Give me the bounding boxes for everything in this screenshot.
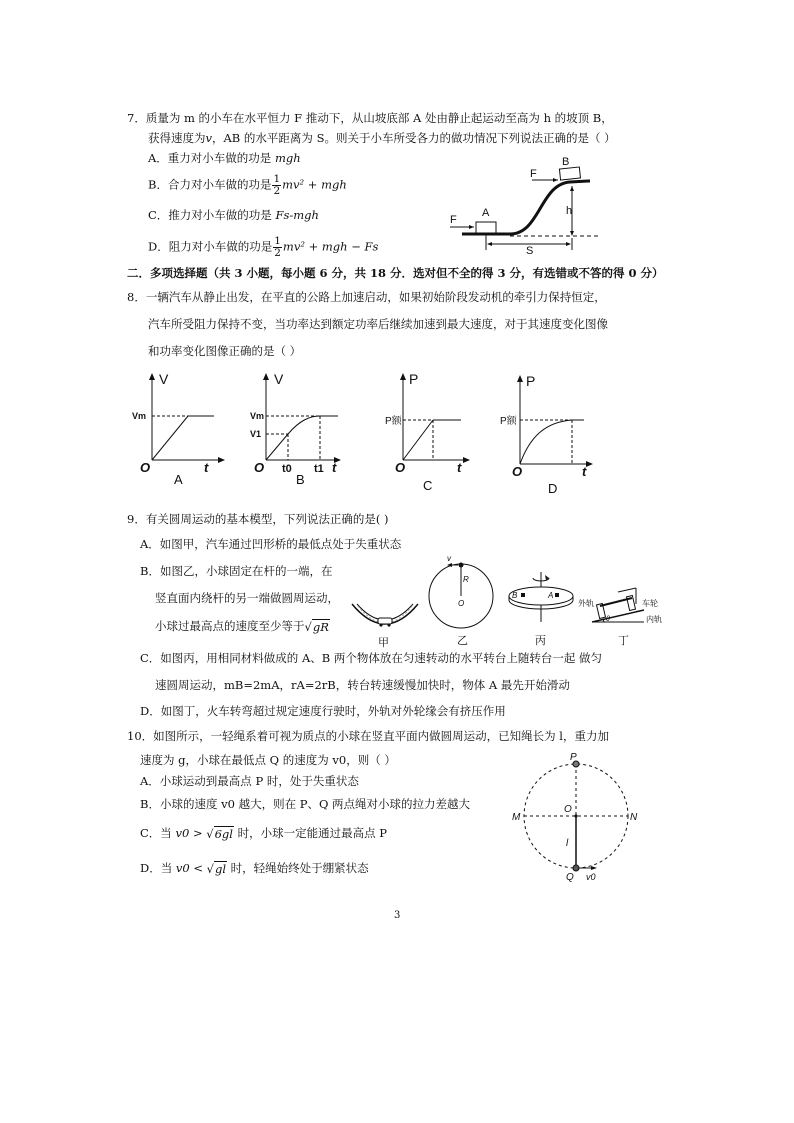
figure-caption: 甲: [378, 637, 389, 649]
q7-option-b: B．合力对小车做的功是 $\frac{1}{2}$ mv² + mgh: [148, 173, 347, 197]
height-label: h: [566, 205, 573, 217]
sqrt-expression: √gR: [304, 620, 329, 634]
q7-option-c: C．推力对小车做的功是 Fs-mgh: [148, 208, 319, 222]
center-point: [574, 814, 577, 817]
q9-figure-bing: [505, 568, 577, 648]
q10-circle-figure: [508, 752, 648, 886]
graph-caption: C: [423, 478, 433, 493]
graph-caption: A: [174, 472, 183, 487]
q9-option-d: D．如图丁，火车转弯超过规定速度行驶时，外轨对外轮缘会有挤压作用: [140, 704, 506, 718]
wheel-label: 车轮: [642, 599, 658, 608]
figure-caption: 乙: [457, 635, 468, 647]
q9-option-b-line1: B．如图乙，小球固定在杆的一端，在: [140, 564, 333, 578]
cart-at-b: [559, 167, 580, 180]
q7-stem-line1: 7．质量为 m 的小车在水平恒力 F 推动下，从山坡底部 A 处由静止起运动至高为 h 的坡顶 B，: [127, 111, 613, 125]
ball-icon: [459, 563, 464, 568]
label-p: P: [570, 752, 577, 763]
q7-option-a: A．重力对小车做的功是 mgh: [148, 151, 301, 165]
label-q: Q: [566, 872, 574, 883]
t0-label: t0: [282, 463, 292, 475]
figure-caption: 丁: [618, 635, 629, 647]
cart-at-a: [476, 222, 496, 233]
q10-stem-line2: 速度为 g，小球在最低点 Q 的速度为 v0，则（ ）: [140, 753, 396, 767]
level-label-2: V1: [250, 429, 262, 439]
q8-stem-line3: 和功率变化图像正确的是（ ）: [148, 344, 302, 358]
axis-label-y: P: [526, 373, 536, 389]
q9-figure-ding: [578, 584, 668, 648]
sqrt-expression: √6gl: [206, 827, 233, 841]
q9-option-b-line3: 小球过最高点的速度至少等于√gR: [155, 619, 329, 634]
axis-label-x: t: [457, 460, 462, 475]
q9-option-c-line1: C．如图丙，用相同材料做成的 A、B 两个物体放在匀速转动的水平转台上随转台一起 做匀: [140, 651, 603, 665]
q10-option-d: D．当 v0 < √gl 时，轻绳始终处于绷紧状态: [140, 861, 369, 876]
q8-graph-b: [252, 368, 352, 488]
ball-bottom-icon: [573, 865, 579, 871]
label-l: l: [566, 838, 569, 849]
q7-option-d: D．阻力对小车做的功是 $\frac{1}{2}$ mv² + mgh − Fs: [148, 235, 379, 259]
radius-label: R: [463, 575, 469, 584]
axis-label-x: t: [582, 464, 587, 479]
q8-graph-c: [385, 368, 475, 493]
t1-label: t1: [314, 463, 324, 475]
origin-label: O: [395, 460, 406, 475]
car-icon: [378, 618, 392, 624]
center-label: O: [458, 599, 465, 608]
label-o: O: [564, 804, 572, 815]
q9-figure-yi: [427, 554, 497, 648]
inner-rail-label: 内轨: [646, 615, 662, 624]
section-2-title: 二．多项选择题（共 3 小题，每小题 6 分，共 18 分．选对但不全的得 3 分，有选错或不答的得 0 分）: [127, 266, 664, 280]
axis-label-y: V: [274, 371, 284, 387]
label-b: B: [512, 591, 518, 600]
angle-label: θ: [606, 616, 610, 623]
object-b: [521, 593, 525, 597]
q9-option-c-line2: 速圆周运动，mB=2mA，rA=2rB，转台转速缓慢加快时，物体 A 最先开始滑动: [155, 678, 570, 692]
fraction-half: $\frac{1}{2}$: [273, 173, 281, 197]
q9-option-a: A．如图甲，汽车通过凹形桥的最低点处于失重状态: [140, 537, 402, 551]
origin-label: O: [140, 460, 151, 475]
axis-label-x: t: [204, 460, 209, 475]
velocity-label: v: [447, 554, 451, 563]
point-label-b: B: [562, 156, 570, 168]
q10-option-a: A．小球运动到最高点 P 时，处于失重状态: [140, 774, 359, 788]
axis-label-x: t: [332, 460, 337, 475]
q8-graph-d: [498, 368, 598, 496]
q7-stem-line2: 获得速度为v，AB 的水平距离为 S。则关于小车所受各力的做功情况下列说法正确的是（ ）: [148, 131, 616, 145]
object-a: [555, 593, 559, 597]
outer-rail-label: 外轨: [578, 599, 594, 608]
q9-option-b-line2: 竖直面内绕杆的另一端做圆周运动，: [155, 591, 339, 605]
origin-label: O: [512, 464, 523, 479]
level-label: Vm: [250, 411, 265, 421]
q9-figure-jia: [350, 598, 420, 648]
graph-caption: D: [548, 481, 558, 496]
figure-caption: 丙: [535, 635, 546, 647]
fraction-half: $\frac{1}{2}$: [274, 235, 281, 259]
level-label: P额: [500, 416, 517, 427]
label-n: N: [630, 812, 638, 823]
q10-stem-line1: 10．如图所示，一轻绳系着可视为质点的小球在竖直平面内做圆周运动，已知绳长为 l，重力加: [127, 729, 609, 743]
q7-slope-figure: [440, 150, 610, 260]
origin-label: O: [254, 460, 265, 475]
label-v0: v0: [586, 872, 596, 882]
axis-label-y: V: [159, 371, 169, 387]
q8-graph-a: [132, 368, 230, 488]
level-label: P额: [385, 416, 402, 427]
axis-label-y: P: [409, 371, 419, 387]
force-label-1: F: [450, 214, 457, 226]
distance-label: S: [526, 245, 534, 257]
level-label: Vm: [132, 411, 147, 421]
label-a: A: [548, 591, 554, 600]
label-m: M: [512, 812, 521, 823]
q10-option-c: C．当 v0 > √6gl 时，小球一定能通过最高点 P: [140, 826, 387, 841]
force-label-2: F: [530, 168, 537, 180]
q9-stem: 9．有关圆周运动的基本模型，下列说法正确的是( ): [127, 512, 389, 526]
page-number: 3: [394, 910, 401, 921]
graph-caption: B: [296, 472, 305, 487]
q8-stem-line1: 8．一辆汽车从静止出发，在平直的公路上加速启动，如果初始阶段发动机的牵引力保持恒定，: [127, 290, 606, 304]
point-label-a: A: [482, 207, 490, 219]
sqrt-expression: √gl: [206, 862, 227, 876]
q10-option-b: B．小球的速度 v0 越大，则在 P、Q 两点绳对小球的拉力差越大: [140, 797, 471, 811]
q8-stem-line2: 汽车所受阻力保持不变，当功率达到额定功率后继续加速到最大速度，对于其速度变化图像: [148, 317, 608, 331]
